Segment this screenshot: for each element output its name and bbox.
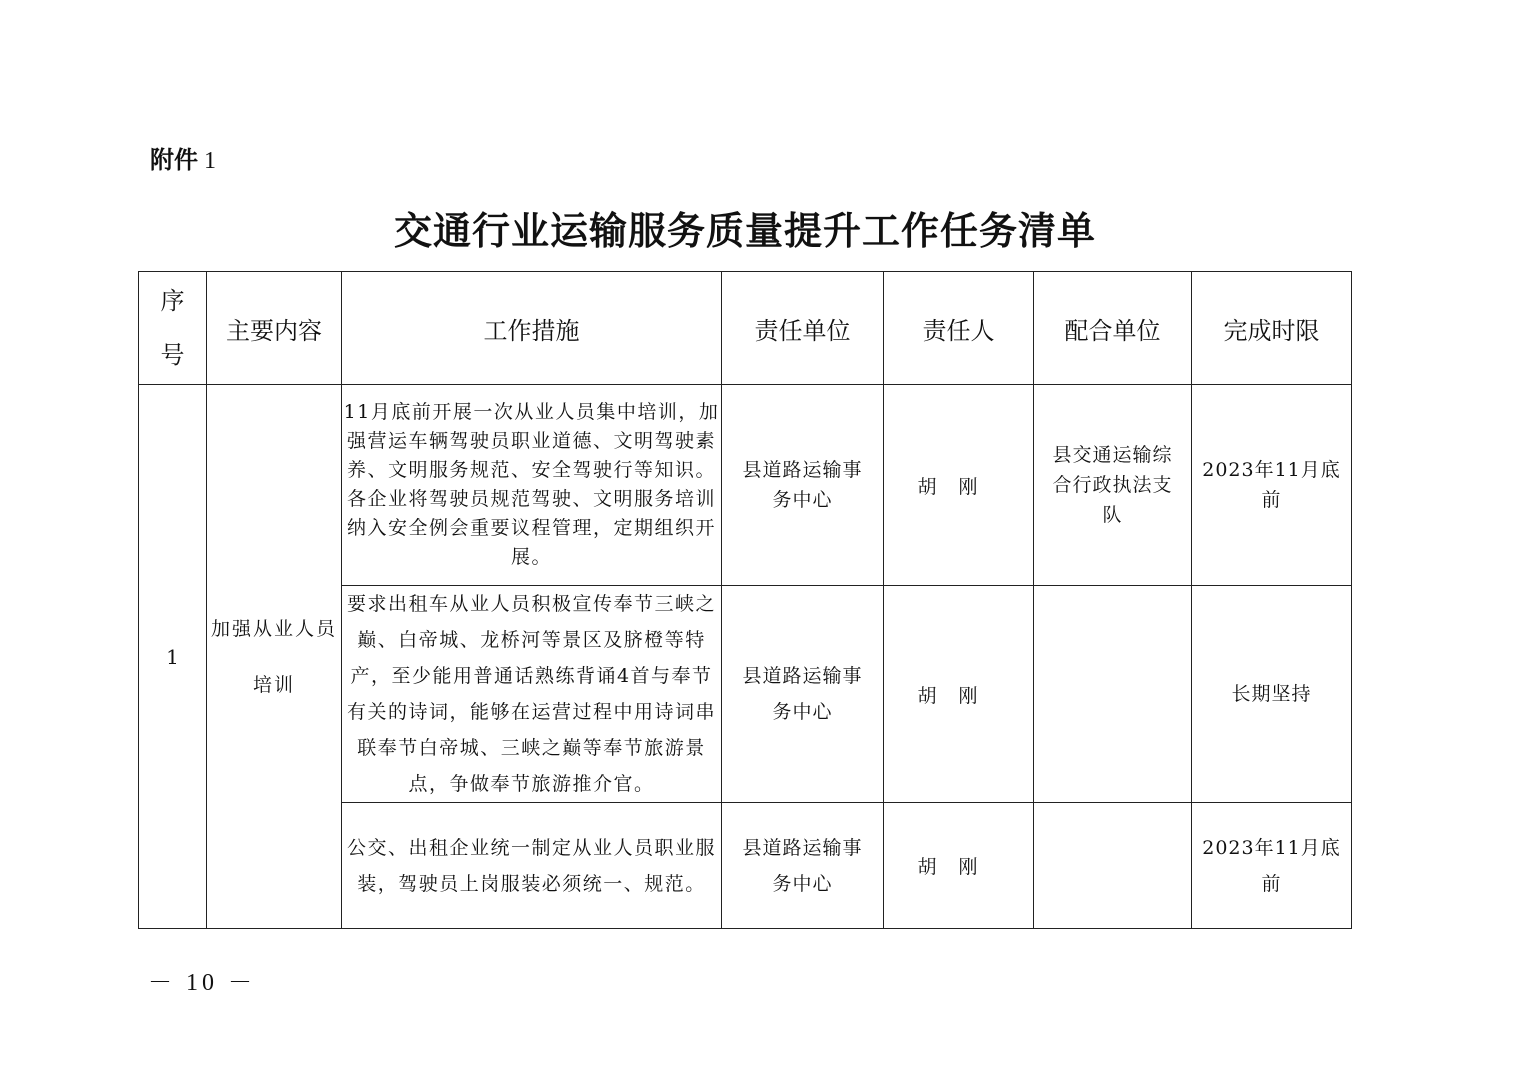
person-cell: 胡刚 [884, 586, 1034, 803]
task-table [138, 271, 1352, 929]
attachment-number: 1 [204, 148, 216, 174]
table-header-row [139, 272, 1352, 385]
header-seq-bottom: 号 [160, 341, 185, 369]
measure-cell: 公交、出租企业统一制定从业人员职业服装，驾驶员上岗服装必须统一、规范。 [342, 803, 722, 929]
table-row [139, 385, 1352, 586]
deadline-cell: 长期坚持 [1192, 586, 1352, 803]
header-measures: 工作措施 [342, 272, 722, 385]
header-seq [139, 272, 207, 385]
partner-cell [1034, 586, 1192, 803]
unit-cell: 县道路运输事务中心 [722, 586, 884, 803]
unit-cell: 县道路运输事务中心 [722, 803, 884, 929]
document-title: 交通行业运输服务质量提升工作任务清单 [393, 208, 1096, 253]
header-content: 主要内容 [207, 272, 342, 385]
person-cell: 胡刚 [884, 385, 1034, 586]
header-person: 责任人 [884, 272, 1034, 385]
unit-cell: 县道路运输事务中心 [722, 385, 884, 586]
partner-cell [1034, 803, 1192, 929]
person-cell: 胡刚 [884, 803, 1034, 929]
header-seq-top: 序 [160, 287, 185, 315]
measure-cell: 要求出租车从业人员积极宣传奉节三峡之巅、白帝城、龙桥河等景区及脐橙等特产，至少能用普通话熟练背诵4首与奉节有关的诗词，能够在运营过程中用诗词串联奉节白帝城、三峡之巅等奉节旅游景点，争做奉节旅游推介官。 [342, 586, 722, 803]
header-partner: 配合单位 [1034, 272, 1192, 385]
partner-cell: 县交通运输综合行政执法支队 [1034, 385, 1192, 586]
attachment-label [150, 140, 216, 175]
header-unit: 责任单位 [722, 272, 884, 385]
header-deadline: 完成时限 [1192, 272, 1352, 385]
page-number: － 10 － [148, 970, 256, 996]
seq-cell: 1 [139, 385, 207, 929]
deadline-cell: 2023年11月底前 [1192, 803, 1352, 929]
measure-cell: 11月底前开展一次从业人员集中培训，加强营运车辆驾驶员职业道德、文明驾驶素养、文明服务规范、安全驾驶行等知识。各企业将驾驶员规范驾驶、文明服务培训纳入安全例会重要议程管理，定期组织开展。 [342, 385, 722, 586]
main-content-cell: 加强从业人员培训 [207, 385, 342, 929]
attachment-label-text: 附件 [150, 146, 198, 174]
deadline-cell: 2023年11月底前 [1192, 385, 1352, 586]
